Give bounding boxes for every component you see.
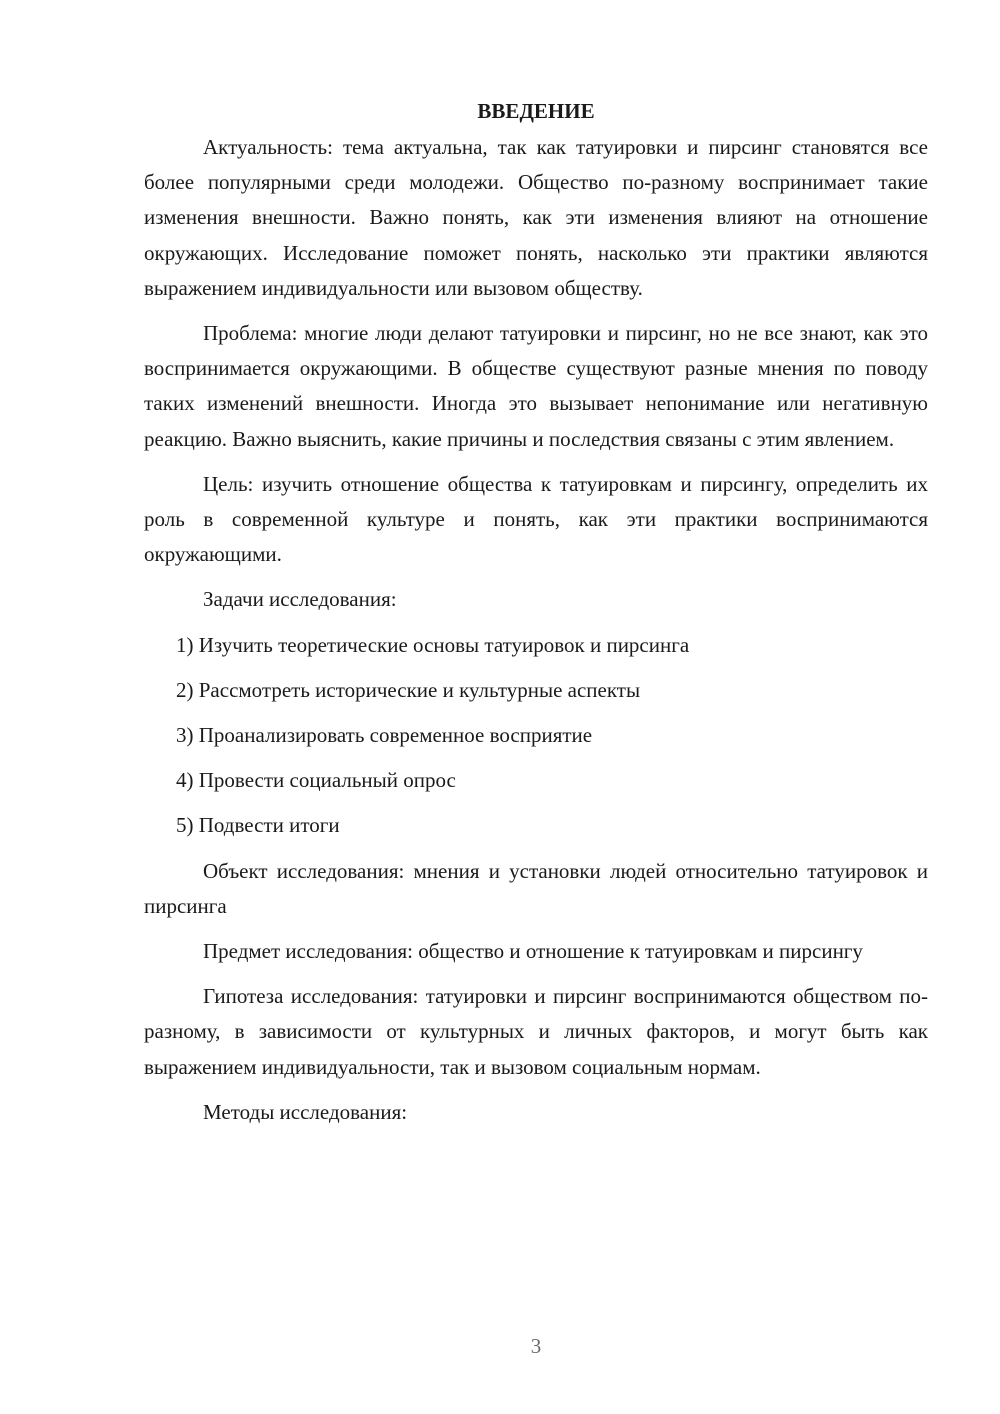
methods-heading: Методы исследования: <box>203 1099 408 1124</box>
subject-paragraph: Предмет исследования: общество и отношение к татуировкам и пирсингу <box>203 939 863 964</box>
task-item-2: 2) Рассмотреть исторические и культурные аспекты <box>176 677 641 702</box>
page-number: 3 <box>530 1334 542 1358</box>
task-item-1: 1) Изучить теоретические основы татуировок и пирсинга <box>176 632 690 657</box>
tasks-heading: Задачи исследования: <box>203 587 397 612</box>
problem-paragraph: Проблема: многие люди делают татуировки и пирсинг, но не все знают, как это воспринимается окружающими. В обществе существуют разные мнения по поводу таких изменений внешности. Иногда это вызывает непонимание или негативную реакцию. Важно выяснить, какие причины и последствия связаны с этим явлением. <box>144 321 928 451</box>
task-item-4: 4) Провести социальный опрос <box>176 768 456 793</box>
task-item-3: 3) Проанализировать современное восприятие <box>176 723 593 748</box>
task-item-5: 5) Подвести итоги <box>176 813 340 838</box>
goal-paragraph: Цель: изучить отношение общества к татуировкам и пирсингу, определить их роль в современной культуре и понять, как эти практики воспринимаются окружающими. <box>144 471 928 567</box>
object-paragraph: Объект исследования: мнения и установки людей относительно татуировок и пирсинга <box>144 858 928 918</box>
page-content <box>144 96 928 1140</box>
hypothesis-paragraph: Гипотеза исследования: татуировки и пирсинг воспринимаются обществом по-разному, в зависимости от культурных и личных факторов, и могут быть как выражением индивидуальности, так и вызовом социальным нормам. <box>144 984 928 1079</box>
relevance-paragraph: Актуальность: тема актуальна, так как татуировки и пирсинг становятся все более популярными среди молодежи. Общество по-разному воспринимает такие изменения внешности. Важно понять, как эти изменения влияют на отношение окружающих. Исследование поможет понять, насколько эти практики являются выражением индивидуальности или вызовом обществу. <box>144 135 928 300</box>
page-title: ВВЕДЕНИЕ <box>477 99 595 123</box>
tasks-list <box>144 628 928 844</box>
